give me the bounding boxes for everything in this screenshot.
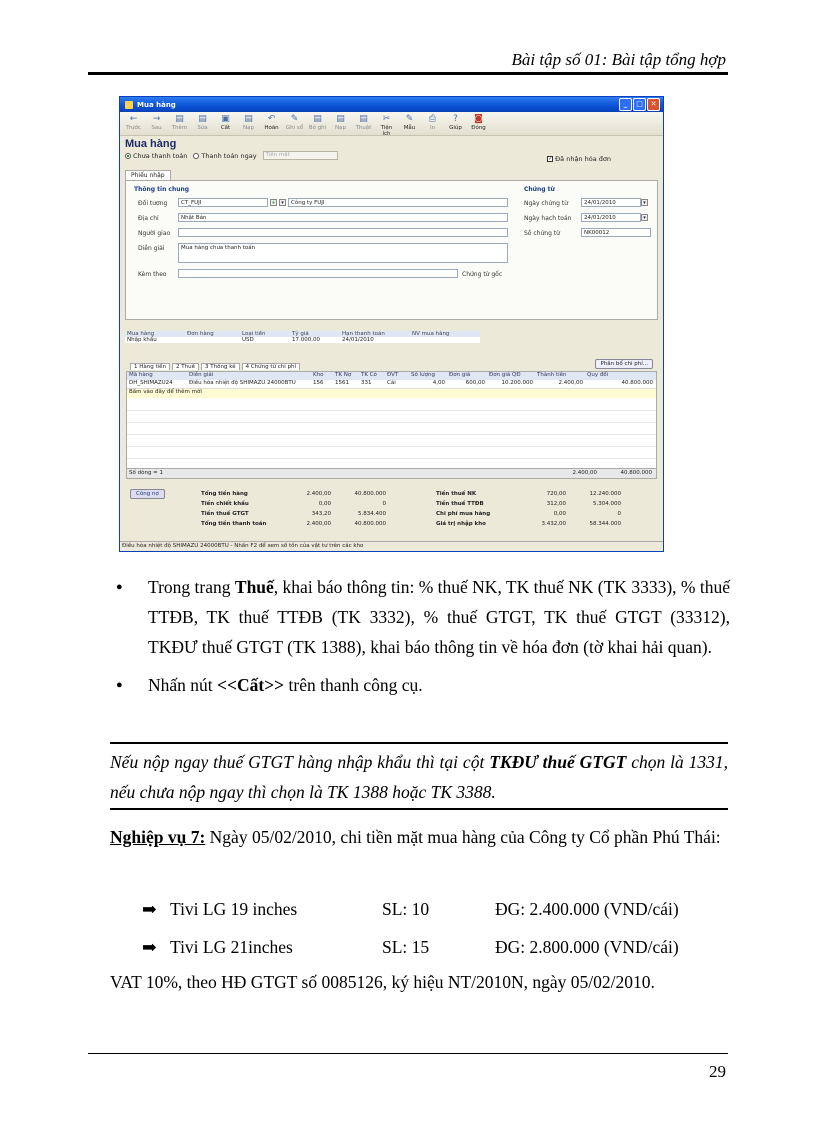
toolbar-button-label: Bỏ ghi	[308, 125, 327, 131]
summary-value: 2.400,00	[306, 491, 331, 497]
reload-icon: ▤	[336, 114, 345, 124]
toolbar-button-label: Tiện ích	[380, 125, 393, 137]
add-row-hint[interactable]: Bấm vào đây để thêm mới	[127, 389, 656, 398]
radio-paid[interactable]: Thanh toán ngay	[193, 152, 256, 160]
summary-label: Tiền thuế GTGT	[201, 511, 249, 517]
toolbar-button[interactable]	[307, 114, 328, 131]
grid-header-cell: Kho	[313, 372, 324, 378]
receipt-panel	[125, 180, 658, 320]
grid-header-cell: Diễn giải	[189, 372, 214, 378]
grid-header-cell: Mua hàng	[127, 331, 155, 337]
arrow-icon: ➡	[142, 899, 157, 919]
purchase-info-grid	[125, 331, 480, 343]
toolbar-button[interactable]	[123, 114, 144, 131]
grid-cell[interactable]: 4,00	[432, 380, 445, 386]
toolbar-button[interactable]	[192, 114, 213, 131]
attached-field[interactable]	[178, 269, 458, 278]
toolbar-button-label: In	[429, 125, 436, 131]
toolbar-button[interactable]	[146, 114, 167, 131]
toolbar-button[interactable]	[215, 114, 236, 131]
address-field[interactable]: Nhật Bản	[178, 213, 508, 222]
grid-header-cell: Thành tiền	[537, 372, 567, 378]
grid-cell[interactable]: 40.800.000	[621, 380, 653, 386]
toolbar-button[interactable]	[376, 114, 397, 137]
description-label: Diễn giải	[138, 245, 165, 252]
unpost-icon: ▤	[313, 114, 322, 124]
allocate-cost-button[interactable]: Phân bổ chi phí...	[595, 359, 653, 369]
deliverer-field[interactable]	[178, 228, 508, 237]
close-doc-icon: ◙	[474, 114, 483, 124]
summary-value-converted: 5.304.000	[593, 501, 621, 507]
radio-unpaid[interactable]: Chưa thanh toán	[125, 152, 187, 160]
grid-header-cell: Hạn thanh toán	[342, 331, 385, 337]
item-quantity: SL: 15	[382, 937, 430, 957]
toolbar-button[interactable]	[422, 114, 443, 131]
toolbar-button-label: Đóng	[471, 125, 486, 131]
app-icon	[125, 101, 133, 109]
toolbar-button-label: Ghi sổ	[285, 125, 304, 131]
grid-cell[interactable]: 331	[361, 380, 372, 386]
item-row	[142, 890, 679, 928]
toolbar-button-label: Giúp	[449, 125, 462, 131]
page-number: 29	[709, 1062, 726, 1081]
item-name: Tivi LG 21inches	[170, 937, 293, 957]
row-count: Số dòng = 1	[129, 470, 164, 476]
form-title: Mua hàng	[125, 138, 177, 150]
load-icon: ▤	[244, 114, 253, 124]
grid-cell[interactable]: 17.000,00	[292, 337, 320, 343]
summary-value-converted: 40.800.000	[354, 491, 386, 497]
voucher-date-label: Ngày chứng từ	[524, 200, 569, 207]
grid-cell[interactable]: 156	[313, 380, 324, 386]
close-icon[interactable]: ✕	[647, 98, 660, 111]
checkmark-icon: ✓	[548, 156, 553, 162]
detail-tab[interactable]: 1 Hàng tiền	[130, 363, 170, 370]
item-row	[142, 928, 679, 966]
calendar-dropdown-icon[interactable]: ▾	[641, 214, 648, 221]
radio-selected-icon	[125, 153, 131, 159]
minimize-icon[interactable]: _	[619, 98, 632, 111]
grid-cell[interactable]	[410, 337, 470, 343]
toolbar-button[interactable]	[330, 114, 351, 131]
note-top-rule	[110, 742, 728, 744]
undo-icon: ↶	[267, 114, 276, 124]
supplier-code-field[interactable]: CT_FUJI	[178, 198, 268, 207]
window-titlebar	[120, 97, 663, 112]
purchase-window	[119, 96, 664, 552]
tab-receipt[interactable]: Phiếu nhập	[125, 170, 171, 180]
grid-header-cell: TK Có	[361, 372, 377, 378]
vat-line: VAT 10%, theo HĐ GTGT số 0085126, ký hiệu NT/2010N, ngày 05/02/2010.	[110, 972, 655, 992]
toolbar-button[interactable]	[284, 114, 305, 131]
grid-cell[interactable]: 24/01/2010	[342, 337, 374, 343]
detail-tab[interactable]: 2 Thuế	[172, 363, 199, 370]
item-price: ĐG: 2.400.000 (VND/cái)	[495, 899, 679, 919]
grid-header-cell: NV mua hàng	[412, 331, 450, 337]
summary-value-converted: 0	[617, 511, 621, 517]
help-icon: ?	[453, 114, 458, 124]
chevron-down-icon[interactable]: ▾	[279, 199, 286, 206]
voucher-no-label: Số chứng từ	[524, 230, 560, 237]
original-docs-label: Chứng từ gốc	[462, 271, 503, 278]
invoice-received-checkbox[interactable]: ✓ Đã nhận hóa đơn	[548, 155, 611, 163]
summary-label: Tiền thuế TTĐB	[436, 501, 484, 507]
footer-rule	[88, 1053, 728, 1054]
calendar-dropdown-icon[interactable]: ▾	[641, 199, 648, 206]
grid-header-cell: Tỷ giá	[292, 331, 309, 337]
empty-rows	[127, 399, 656, 468]
post-icon: ✎	[290, 114, 299, 124]
add-doc-icon: ▤	[175, 114, 184, 124]
grid-cell[interactable]: 2.400,00	[558, 380, 583, 386]
grid-cell[interactable]: DH_SHIMAZU24	[129, 380, 173, 386]
toolbar-button[interactable]	[468, 114, 489, 131]
wizard-icon: ▤	[359, 114, 368, 124]
header-rule	[88, 72, 728, 75]
summary-value: 2.400,00	[306, 521, 331, 527]
toolbar-button[interactable]	[353, 114, 374, 131]
description-field[interactable]: Mua hàng chưa thanh toán	[178, 243, 508, 263]
general-info-title: Thông tin chung	[134, 186, 190, 193]
summary-label: Tiền chiết khấu	[201, 501, 249, 507]
toolbar-button-label: Cất	[220, 125, 231, 131]
total-converted: 40.800.000	[620, 470, 652, 476]
item-name: Tivi LG 19 inches	[170, 899, 298, 919]
print-icon: ⎙	[428, 114, 437, 124]
grid-header-cell: Số lượng	[411, 372, 435, 378]
summary-value-converted: 12.240.000	[589, 491, 621, 497]
summary-label: Tiền thuế NK	[436, 491, 477, 497]
task-paragraph: Nghiệp vụ 7: Ngày 05/02/2010, chi tiền mặt mua hàng của Công ty Cổ phần Phú Thái:	[110, 827, 721, 847]
toolbar-button[interactable]	[238, 114, 259, 131]
voucher-group-title: Chứng từ	[524, 186, 555, 193]
template-icon: ✎	[405, 114, 414, 124]
note-box: Nếu nộp ngay thuế GTGT hàng nhập khẩu thì tại cột TKĐƯ thuế GTGT chọn là 1331, nếu chưa nộp ngay thì chọn là TK 1388 hoặc TK 3388.	[110, 752, 729, 802]
summary-value-converted: 58.344.000	[589, 521, 621, 527]
deliverer-label: Người giao	[138, 230, 171, 237]
toolbar-button-label: Mẫu	[403, 125, 416, 131]
maximize-icon[interactable]: □	[633, 98, 646, 111]
bullet-icon: ●	[116, 679, 123, 691]
grid-cell[interactable]: Cái	[387, 380, 396, 386]
add-icon[interactable]: +	[271, 200, 276, 206]
toolbar-button-label: Thuật	[355, 125, 372, 131]
summary-value-converted: 40.800.000	[354, 521, 386, 527]
supplier-name-field[interactable]: Công ty FUJI	[288, 198, 508, 207]
detail-tab[interactable]: 4 Chứng từ chi phí	[242, 363, 300, 370]
item-list	[142, 890, 679, 966]
grid-cell[interactable]: 1561	[335, 380, 349, 386]
radio-empty-icon	[193, 153, 199, 159]
posting-date-label: Ngày hạch toán	[524, 215, 572, 222]
total-row	[127, 468, 656, 478]
payment-method-select[interactable]: Tiền mặt	[263, 151, 338, 160]
bullet-list	[110, 572, 730, 708]
grid-cell[interactable]: USD	[242, 337, 254, 343]
grid-header-cell: Đơn giá QĐ	[489, 372, 521, 378]
grid-header-cell: ĐVT	[387, 372, 399, 378]
summary-value-converted: 0	[382, 501, 386, 507]
summary-panel	[126, 485, 657, 537]
bullet-item: ● Nhấn nút <<Cất>> trên thanh công cụ.	[110, 670, 730, 700]
detail-grid	[126, 371, 657, 479]
voucher-date-field[interactable]: 24/01/2010	[581, 198, 641, 207]
arrow-right-icon: →	[152, 114, 161, 124]
toolbar-button-label: Nạp	[243, 125, 254, 131]
summary-value: 0,00	[318, 501, 331, 507]
grid-header-cell: Đơn hàng	[187, 331, 214, 337]
grid-header-cell: Quy đổi	[587, 372, 609, 378]
grid-header-cell: Loại tiền	[242, 331, 266, 337]
summary-label: Tổng tiền thanh toán	[201, 521, 267, 527]
grid-header-cell: Đơn giá	[449, 372, 471, 378]
grid-cell[interactable]	[185, 337, 240, 343]
debt-button[interactable]: Công nợ	[130, 489, 165, 499]
toolbar-button-label: Hoãn	[264, 125, 279, 131]
grid-cell[interactable]: Nhập khẩu	[127, 337, 157, 343]
edit-doc-icon: ▤	[198, 114, 207, 124]
detail-tabs	[130, 363, 300, 370]
toolbar-button-label: Trước	[126, 125, 141, 131]
note-bottom-rule	[110, 808, 728, 810]
save-icon: ▣	[221, 114, 230, 124]
status-bar: Điều hòa nhiệt độ SHIMAZU 24000BTU - Nhấn F2 để xem số tồn của vật tư trên các kho	[120, 541, 663, 551]
arrow-left-icon: ←	[129, 114, 138, 124]
bullet-item: ● Trong trang Thuế, khai báo thông tin: % thuế NK, TK thuế NK (TK 3333), % thuế TTĐB, TK thuế TTĐB (TK 3332), % thuế GTGT, TK thuế GTGT (33312), TKĐƯ thuế GTGT (TK 1388), khai báo thông tin về hóa đơn (tờ khai hải quan).	[110, 572, 730, 662]
toolbar-button-label: Thêm	[171, 125, 188, 131]
page-header-title: Bài tập số 01: Bài tập tổng hợp	[511, 50, 726, 69]
address-label: Địa chỉ	[138, 215, 159, 222]
toolbar-button[interactable]	[399, 114, 420, 131]
toolbar-button[interactable]	[261, 114, 282, 131]
toolbar	[120, 112, 663, 136]
arrow-icon: ➡	[142, 937, 157, 957]
posting-date-field[interactable]: 24/01/2010	[581, 213, 641, 222]
form-header	[120, 136, 663, 170]
detail-tab[interactable]: 3 Thống kê	[201, 363, 240, 370]
summary-value: 343,20	[311, 511, 331, 517]
grid-cell[interactable]: 10.200.000	[501, 380, 533, 386]
grid-cell[interactable]: Điều hòa nhiệt độ SHIMAZU 24000BTU	[189, 380, 296, 386]
voucher-no-field[interactable]: NK00012	[581, 228, 651, 237]
utility-icon: ✂	[382, 114, 391, 124]
window-title: Mua hàng	[137, 100, 176, 109]
summary-value-converted: 5.834.400	[358, 511, 386, 517]
summary-label: Chi phí mua hàng	[436, 511, 491, 517]
toolbar-button-label: Sau	[151, 125, 162, 131]
toolbar-button[interactable]	[169, 114, 190, 131]
bullet-icon: ●	[116, 581, 123, 593]
toolbar-button[interactable]	[445, 114, 466, 131]
summary-value: 0,00	[553, 511, 566, 517]
summary-value: 3.432,00	[541, 521, 566, 527]
item-price: ĐG: 2.800.000 (VND/cái)	[495, 937, 679, 957]
summary-label: Tổng tiền hàng	[201, 491, 248, 497]
grid-header-cell: TK Nợ	[335, 372, 352, 378]
toolbar-button-label: Nạp	[335, 125, 346, 131]
toolbar-button-label: Sửa	[197, 125, 208, 131]
supplier-label: Đối tượng	[138, 200, 168, 207]
attached-label: Kèm theo	[138, 271, 167, 278]
item-quantity: SL: 10	[382, 899, 430, 919]
summary-value: 720,00	[546, 491, 566, 497]
summary-value: 312,00	[546, 501, 566, 507]
grid-header-cell: Mã hàng	[129, 372, 153, 378]
grid-cell[interactable]: 600,00	[465, 380, 485, 386]
total-amount: 2.400,00	[572, 470, 597, 476]
summary-label: Giá trị nhập kho	[436, 521, 486, 527]
